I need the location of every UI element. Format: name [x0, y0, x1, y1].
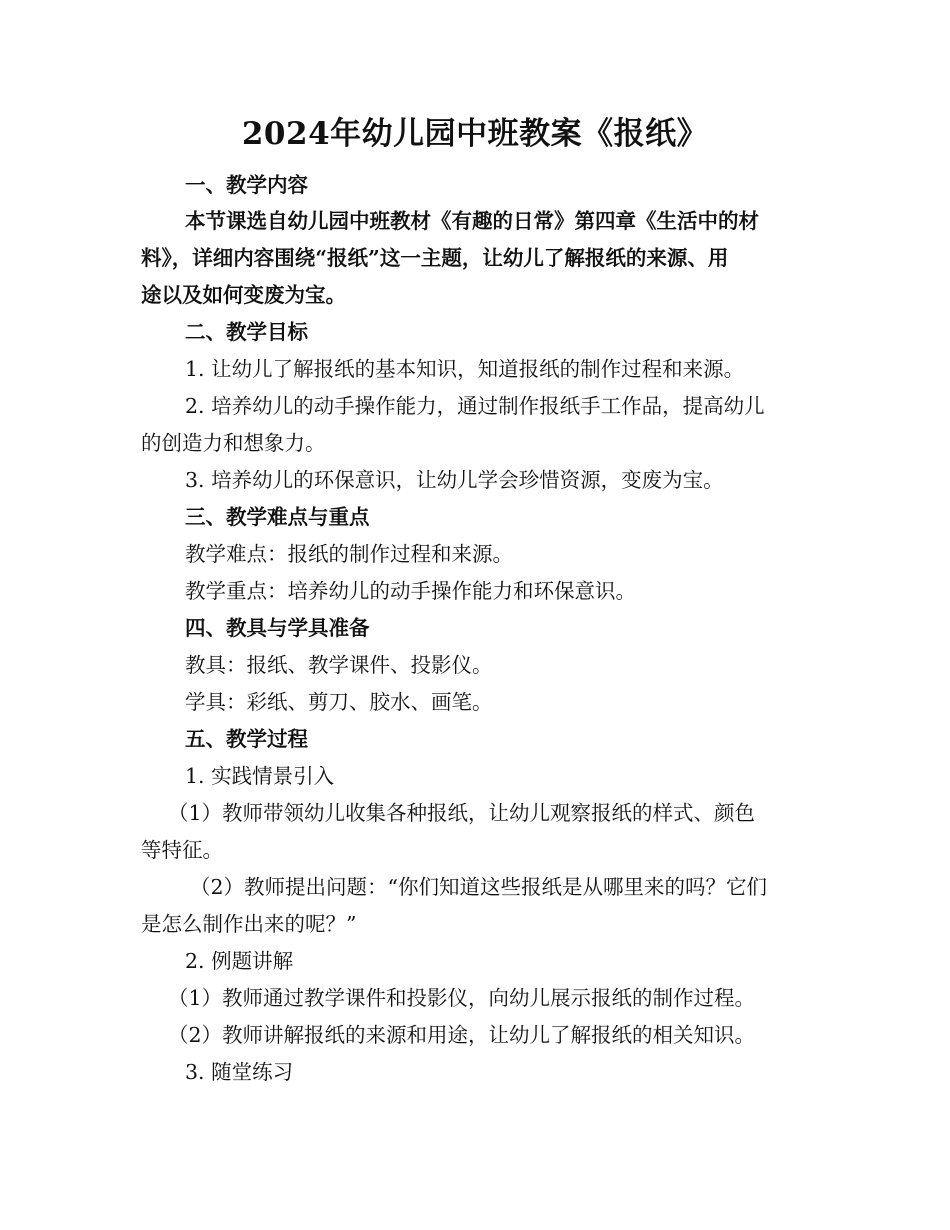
paragraph-line: 途以及如何变废为宝。	[141, 283, 346, 307]
section-heading-materials: 四、教具与学具准备	[185, 616, 370, 640]
paragraph-line: （2）教师讲解报纸的来源和用途，让幼儿了解报纸的相关知识。	[168, 1023, 756, 1047]
section-heading-difficulties: 三、教学难点与重点	[185, 505, 370, 529]
section-heading-content: 一、教学内容	[185, 173, 308, 197]
paragraph-line: （1）教师带领幼儿收集各种报纸，让幼儿观察报纸的样式、颜色	[168, 801, 756, 825]
paragraph-line: 3. 随堂练习	[185, 1060, 294, 1084]
paragraph-line: 2. 培养幼儿的动手操作能力，通过制作报纸手工作品，提高幼儿	[185, 394, 765, 418]
paragraph-line: 教学重点：培养幼儿的动手操作能力和环保意识。	[185, 579, 636, 603]
paragraph-line: 2. 例题讲解	[185, 949, 294, 973]
paragraph-line: 3. 培养幼儿的环保意识，让幼儿学会珍惜资源，变废为宝。	[185, 468, 724, 492]
paragraph-line: 教学难点：报纸的制作过程和来源。	[185, 542, 513, 566]
paragraph-line: 是怎么制作出来的呢？”	[141, 912, 357, 936]
section-heading-process: 五、教学过程	[185, 727, 308, 751]
paragraph-line: 等特征。	[141, 838, 223, 862]
paragraph-line: 学具：彩纸、剪刀、胶水、画笔。	[185, 690, 493, 714]
paragraph-line: 的创造力和想象力。	[141, 431, 326, 455]
paragraph-line: 1. 实践情景引入	[185, 764, 335, 788]
paragraph-line: （1）教师通过教学课件和投影仪，向幼儿展示报纸的制作过程。	[168, 986, 756, 1010]
document-title: 2024年幼儿园中班教案《报纸》	[241, 116, 709, 152]
paragraph-line: 1. 让幼儿了解报纸的基本知识，知道报纸的制作过程和来源。	[185, 357, 745, 381]
paragraph-line: 本节课选自幼儿园中班教材《有趣的日常》第四章《生活中的材	[185, 209, 759, 233]
paragraph-line: 料》，详细内容围绕“报纸”这一主题，让幼儿了解报纸的来源、用	[141, 246, 729, 270]
section-heading-goals: 二、教学目标	[185, 320, 308, 344]
paragraph-line: （2）教师提出问题：“你们知道这些报纸是从哪里来的吗？它们	[190, 875, 768, 899]
paragraph-line: 教具：报纸、教学课件、投影仪。	[185, 653, 493, 677]
